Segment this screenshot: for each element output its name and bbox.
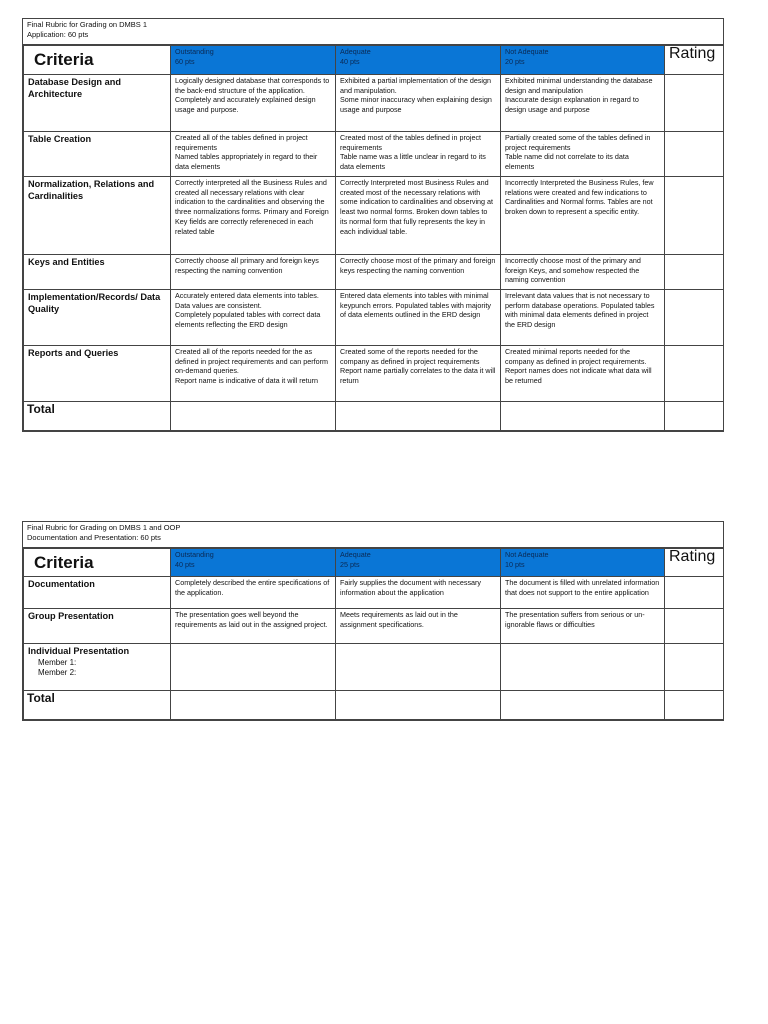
rubric-table [23, 45, 724, 431]
header-row [24, 46, 724, 75]
rating-cell[interactable] [665, 577, 724, 609]
table-row [24, 132, 724, 177]
total-row [24, 691, 724, 720]
outstanding-cell: Completely described the entire specifications of the application. [171, 577, 336, 609]
table-row [24, 346, 724, 402]
criterion-label: Database Design and Architecture [24, 75, 171, 132]
criterion-label: Normalization, Relations and Cardinalities [24, 177, 171, 255]
level-name: Outstanding [175, 550, 214, 559]
header-row [24, 549, 724, 577]
table-row [24, 255, 724, 290]
adequate-cell: Correctly Interpreted most Business Rules and created most of the necessary relations with some indication to cardinalities and observing at least two normal forms. Broken down tables to its normal form that fully represents the key in each individual table. [336, 177, 501, 255]
table-row [24, 75, 724, 132]
level-outstanding [171, 46, 336, 75]
level-not-adequate [501, 549, 665, 577]
adequate-cell: Correctly choose most of the primary and foreign keys respecting the naming convention [336, 255, 501, 290]
rubric-title-line1: Final Rubric for Grading on DMBS 1 and OOP [27, 523, 181, 532]
criterion-label: Individual Presentation [28, 646, 130, 656]
criterion-label: Keys and Entities [24, 255, 171, 290]
not-adequate-cell: Irrelevant data values that is not necessary to perform database operations. Populated tables with minimal data elements defined in project the ERD design [501, 290, 665, 346]
outstanding-cell: The presentation goes well beyond the requirements as laid out in the assigned project. [171, 609, 336, 644]
level-name: Adequate [340, 47, 371, 56]
outstanding-cell: Correctly choose all primary and foreign keys respecting the naming convention [171, 255, 336, 290]
not-adequate-cell: Exhibited minimal understanding the database design and manipulation Inaccurate design explanation in regard to design usage and purpose [501, 75, 665, 132]
outstanding-cell: Logically designed database that corresponds to the back-end structure of the application. Completely and accurately explained design usage and purpose. [171, 75, 336, 132]
rubric-documentation [22, 521, 724, 721]
level-points: 40 pts [340, 56, 360, 66]
adequate-cell: Created some of the reports needed for the company as defined in project requirements Report name partially correlates to the data it will return [336, 346, 501, 402]
not-adequate-cell: Incorrectly Interpreted the Business Rules, few relations were created and few indications to Cardinalities and Normal forms. Tables are not broken down to represent a specific entity. [501, 177, 665, 255]
rubric-title-line1: Final Rubric for Grading on DMBS 1 [27, 20, 148, 29]
criterion-label: Table Creation [24, 132, 171, 177]
outstanding-cell: Correctly interpreted all the Business Rules and created all necessary relations with clear indication to the cardinalities and observing the three normalizations forms. Primary and Foreign Key fields are correctly refereneced in each related table [171, 177, 336, 255]
not-adequate-cell: The document is filled with unrelated information that does not support to the entire application [501, 577, 665, 609]
criterion-label: Implementation/Records/ Data Quality [24, 290, 171, 346]
rating-cell[interactable] [665, 177, 724, 255]
level-outstanding [171, 549, 336, 577]
rubric-table [23, 548, 724, 720]
level-adequate [336, 46, 501, 75]
rating-cell[interactable] [665, 609, 724, 644]
adequate-cell: Exhibited a partial implementation of the design and manipulation. Some minor inaccuracy when explaining design usage and purpose [336, 75, 501, 132]
total-cell[interactable] [336, 402, 501, 431]
outstanding-cell[interactable] [171, 644, 336, 691]
rating-header: Rating [665, 549, 724, 577]
rubric-title [23, 522, 723, 548]
table-row [24, 290, 724, 346]
outstanding-cell: Accurately entered data elements into tables. Data values are consistent. Completely populated tables with correct data elements reflecting the ERD design [171, 290, 336, 346]
total-cell[interactable] [336, 691, 501, 720]
rating-cell[interactable] [665, 644, 724, 691]
total-rating-cell[interactable] [665, 402, 724, 431]
level-name: Outstanding [175, 47, 214, 56]
total-row [24, 402, 724, 431]
adequate-cell: Entered data elements into tables with minimal keypunch errors. Populated tables with majority of data elements outlined in the ERD design [336, 290, 501, 346]
rubric-application [22, 18, 724, 432]
level-not-adequate [501, 46, 665, 75]
criteria-header: Criteria [24, 46, 171, 75]
table-row [24, 177, 724, 255]
member-1-label: Member 1: [38, 657, 77, 667]
level-points: 40 pts [175, 559, 195, 569]
not-adequate-cell: Incorrectly choose most of the primary and foreign Keys, and somehow respected the naming convention [501, 255, 665, 290]
level-name: Not Adequate [505, 47, 549, 56]
level-points: 60 pts [175, 56, 195, 66]
not-adequate-cell[interactable] [501, 644, 665, 691]
criterion-label: Group Presentation [24, 609, 171, 644]
individual-presentation [24, 644, 171, 691]
rubric-title [23, 19, 723, 45]
criterion-label: Reports and Queries [24, 346, 171, 402]
outstanding-cell: Created all of the reports needed for the as defined in project requirements and can perform on-demand queries. Report name is indicative of data it will return [171, 346, 336, 402]
criteria-header: Criteria [24, 549, 171, 577]
table-row [24, 577, 724, 609]
not-adequate-cell: Partially created some of the tables defined in project requirements Table name did not correlate to its data elements [501, 132, 665, 177]
member-2-label: Member 2: [38, 667, 77, 677]
rating-cell[interactable] [665, 290, 724, 346]
level-name: Not Adequate [505, 550, 549, 559]
adequate-cell: Meets requirements as laid out in the assignment specifications. [336, 609, 501, 644]
total-label: Total [24, 691, 171, 720]
total-cell[interactable] [171, 691, 336, 720]
adequate-cell: Created most of the tables defined in project requirements Table name was a little unclear in regard to its data elements [336, 132, 501, 177]
level-adequate [336, 549, 501, 577]
level-points: 10 pts [505, 559, 525, 569]
table-row [24, 609, 724, 644]
table-row [24, 644, 724, 691]
total-cell[interactable] [501, 691, 665, 720]
total-cell[interactable] [171, 402, 336, 431]
level-points: 20 pts [505, 56, 525, 66]
not-adequate-cell: The presentation suffers from serious or un-ignorable flaws or difficulties [501, 609, 665, 644]
rating-cell[interactable] [665, 255, 724, 290]
rubric-title-line2: Documentation and Presentation: 60 pts [27, 532, 161, 542]
rating-cell[interactable] [665, 132, 724, 177]
adequate-cell: Fairly supplies the document with necessary information about the application [336, 577, 501, 609]
rating-cell[interactable] [665, 346, 724, 402]
outstanding-cell: Created all of the tables defined in project requirements Named tables appropriately in regard to their data elements [171, 132, 336, 177]
adequate-cell[interactable] [336, 644, 501, 691]
level-name: Adequate [340, 550, 371, 559]
rating-header: Rating [665, 46, 724, 75]
rating-cell[interactable] [665, 75, 724, 132]
total-cell[interactable] [501, 402, 665, 431]
level-points: 25 pts [340, 559, 360, 569]
criterion-label: Documentation [24, 577, 171, 609]
rubric-title-line2: Application: 60 pts [27, 29, 89, 39]
not-adequate-cell: Created minimal reports needed for the company as defined in project requirements. Report names does not indicate what data will be returned [501, 346, 665, 402]
total-label: Total [24, 402, 171, 431]
total-rating-cell[interactable] [665, 691, 724, 720]
